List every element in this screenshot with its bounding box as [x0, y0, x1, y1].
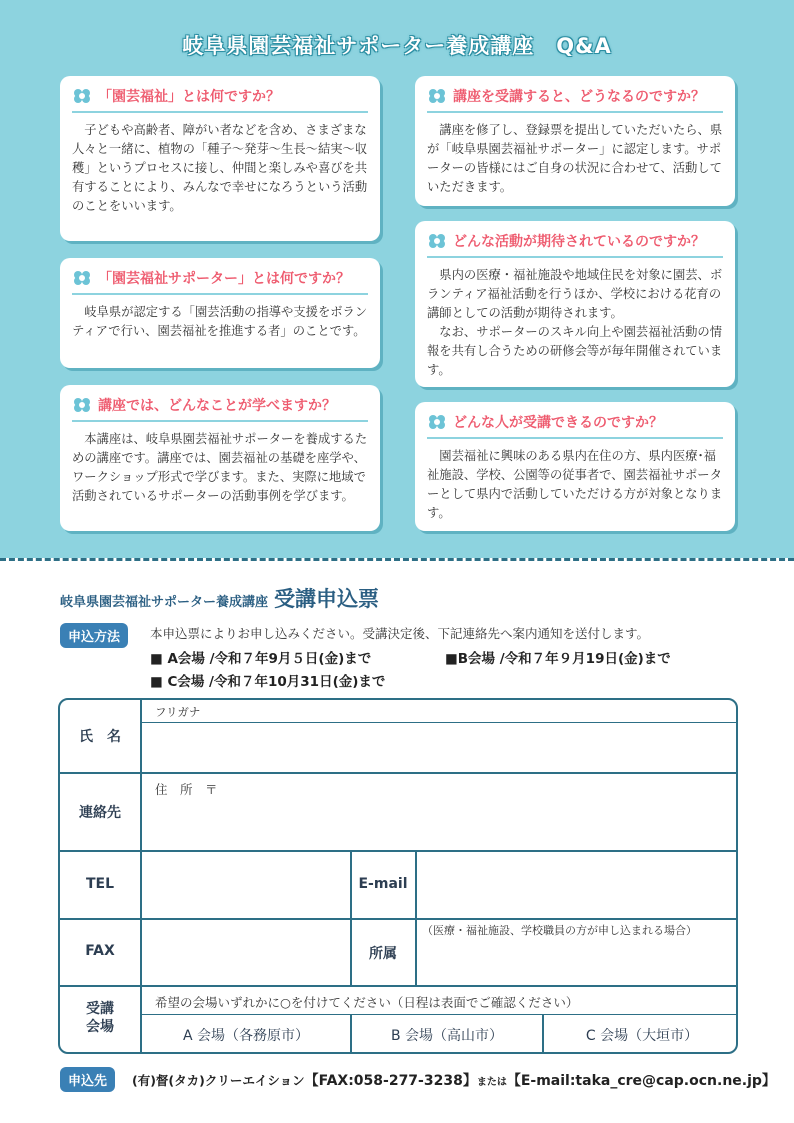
affiliation-label: 所属 [369, 946, 397, 962]
name-label: 氏 名 [79, 729, 121, 745]
answer: 県内の医療・福祉施設や地域住民を対象に園芸、ボランティア福祉活動を行うほか、学校における花育の講師としての活動が期待されます。 なお、サポーターのスキル向上や園芸福祉活動の情報を共有し合うための研修会等が毎年開催されています。 [427, 268, 723, 377]
qa-card-horticulture-welfare [60, 76, 380, 241]
destination-fax: 【FAX:058-277-3238】 [304, 1073, 477, 1089]
affiliation-input[interactable] [417, 938, 738, 984]
method-label: 申込方法 [60, 623, 128, 648]
contact-label: 連絡先 [79, 805, 121, 821]
venue-option-c[interactable]: C 会場（大垣市） [585, 1028, 699, 1044]
destination-email: 【E-mail:taka_cre@cap.ocn.ne.jp】 [506, 1073, 776, 1089]
answer: 園芸福祉に興味のある県内在住の方、県内医療･福祉施設、学校、公園等の従事者で、園芸福祉サポーターとして県内で活動していただける方が対象となります。 [427, 449, 723, 520]
qa-card-after-course [415, 76, 735, 206]
deadline-b: ■B会場 /令和７年９月19日(金)まで [445, 651, 671, 667]
answer: 子どもや高齢者、障がい者などを含め、さまざまな人々と一緒に、植物の「種子～発芽～生長～結実～収穫」というプロセスに接し、仲間と楽しみや喜びを共有することにより、みんなで幸せになろうという活動のことをいいます。 [72, 123, 368, 213]
name-input[interactable] [142, 724, 738, 771]
form-title: 岐阜県園芸福祉サポーター養成講座 受講申込票 [60, 587, 380, 611]
venue-option-b[interactable]: B 会場（高山市） [390, 1028, 504, 1044]
venue-label: 受講 会場 [86, 1001, 114, 1035]
fax-label: FAX [85, 943, 115, 959]
destination-or: または [476, 1077, 507, 1088]
qa-card-expected-activities [415, 221, 735, 387]
deadline-a: ■ A会場 /令和７年9月５日(金)まで [150, 651, 372, 667]
cut-line [0, 558, 794, 561]
question: 講座では、どんなことが学べますか？ [72, 395, 368, 422]
flower-icon [72, 270, 92, 286]
question: 講座を受講すると、どうなるのですか？ [427, 86, 723, 113]
flower-icon [427, 88, 447, 104]
method-text: 本申込票によりお申し込みください。受講決定後、下記連絡先へ案内通知を送付します。 [150, 626, 650, 641]
deadline-c: ■ C会場 /令和７年10月31日(金)まで [150, 674, 386, 690]
destination-label: 申込先 [60, 1067, 115, 1092]
tel-input[interactable] [142, 852, 349, 917]
flower-icon [427, 233, 447, 249]
qa-card-eligibility [415, 402, 735, 531]
question: 「園芸福祉」とは何ですか？ [72, 86, 368, 113]
flower-icon [72, 88, 92, 104]
destination [132, 1070, 776, 1090]
affiliation-note: （医療・福祉施設、学校職員の方が申し込まれる場合） [422, 924, 697, 937]
qa-title: 岐阜県園芸福祉サポーター養成講座 Q&A [182, 34, 612, 58]
answer: 岐阜県が認定する「園芸活動の指導や支援をボランティアで行い、園芸福祉を推進する者」のことです。 [72, 305, 368, 338]
furigana-input[interactable] [220, 701, 738, 721]
destination-company: (有)督(タカ)クリーエイション [132, 1073, 305, 1088]
tel-label: TEL [85, 876, 115, 892]
address-label: 住 所 〒 [155, 782, 218, 797]
email-input[interactable] [417, 852, 738, 917]
application-form [58, 698, 738, 1054]
address-input[interactable] [142, 774, 738, 849]
question: どんな人が受講できるのですか？ [427, 412, 723, 439]
venue-instruction: 希望の会場いずれかに○を付けてください（日程は表面でご確認ください） [155, 995, 579, 1010]
venue-option-a[interactable]: A 会場（各務原市） [182, 1028, 310, 1044]
furigana-label: フリガナ [155, 705, 201, 719]
qa-card-course-content [60, 385, 380, 531]
question: どんな活動が期待されているのですか？ [427, 231, 723, 258]
flower-icon [427, 414, 447, 430]
answer: 本講座は、岐阜県園芸福祉サポーターを養成するための講座です。講座では、園芸福祉の基礎を座学や、ワークショップ形式で学びます。また、実際に地域で活動されているサポーターの活動事例を学びます。 [72, 432, 368, 503]
qa-card-supporter [60, 258, 380, 368]
fax-input[interactable] [142, 920, 349, 984]
question: 「園芸福祉サポーター」とは何ですか？ [72, 268, 368, 295]
flower-icon [72, 397, 92, 413]
answer: 講座を修了し、登録票を提出していただいたら、県が「岐阜県園芸福祉サポーター」に認定します。サポーターの皆様にはご自身の状況に合わせて、活動していただきます。 [427, 123, 723, 194]
email-label: E-mail [358, 876, 408, 892]
